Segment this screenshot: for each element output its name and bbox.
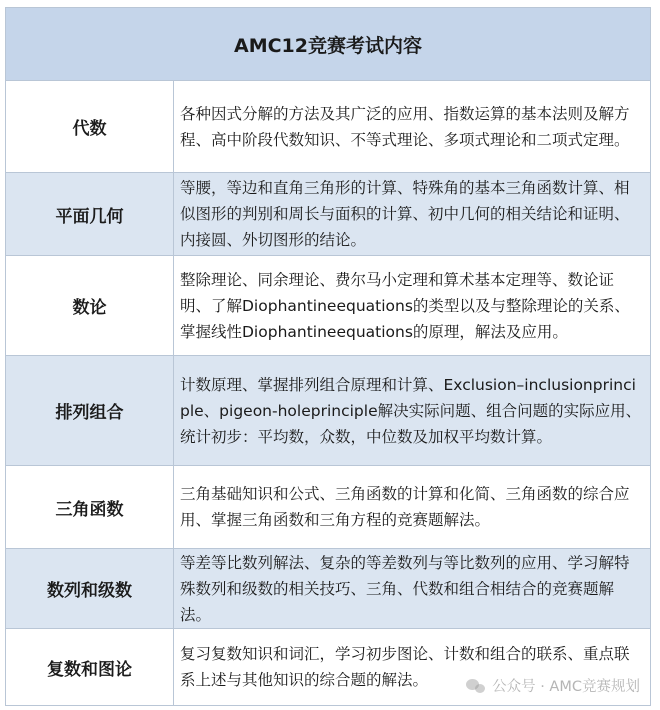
row-category: 三角函数: [6, 466, 174, 548]
table-row: [6, 81, 650, 173]
row-content: 等腰，等边和直角三角形的计算、特殊角的基本三角函数计算、相似图形的判别和周长与面积的计算、初中几何的相关结论和证明、内接圆、外切图形的结论。: [180, 179, 630, 249]
row-content: 整除理论、同余理论、费尔马小定理和算术基本定理等、数论证明、了解Diophantineequations的类型以及与整除理论的关系、掌握线性Diophantineequations的原理，解法及应用。: [180, 270, 630, 341]
row-content: 各种因式分解的方法及其广泛的应用、指数运算的基本法则及解方程、高中阶段代数知识、不等式理论、多项式理论和二项式定理。: [180, 104, 630, 149]
row-content: 复习复数知识和词汇，学习初步图论、计数和组合的联系、重点联系上述与其他知识的综合题的解法。: [180, 645, 630, 689]
table-row: [6, 356, 650, 466]
watermark-text: 公众号 · AMC竞赛规划: [492, 679, 640, 695]
row-category: 数论: [6, 256, 174, 355]
row-category: 数列和级数: [6, 549, 174, 628]
row-category: 代数: [6, 81, 174, 172]
row-content: 等差等比数列解法、复杂的等差数列与等比数列的应用、学习解特殊数列和级数的相关技巧、三角、代数和组合相结合的竞赛题解法。: [180, 553, 630, 624]
watermark: [466, 675, 640, 696]
wechat-icon: [466, 678, 486, 694]
row-category: 复数和图论: [6, 629, 174, 705]
table-row: [6, 549, 650, 629]
table-row: [6, 173, 650, 256]
row-category: 排列组合: [6, 356, 174, 465]
content-table: [5, 7, 651, 706]
table-row: [6, 256, 650, 356]
row-content: 计数原理、掌握排列组合原理和计算、Exclusion–inclusionprinciple、pigeon-holeprinciple解决实际问题、组合问题的实际应用、统计初步：平均数，众数，中位数及加权平均数计算。: [180, 375, 642, 446]
table-title: AMC12竞赛考试内容: [6, 8, 650, 81]
row-category: 平面几何: [6, 173, 174, 255]
table-row: [6, 466, 650, 549]
row-content: 三角基础知识和公式、三角函数的计算和化简、三角函数的综合应用、掌握三角函数和三角方程的竞赛题解法。: [180, 485, 630, 529]
